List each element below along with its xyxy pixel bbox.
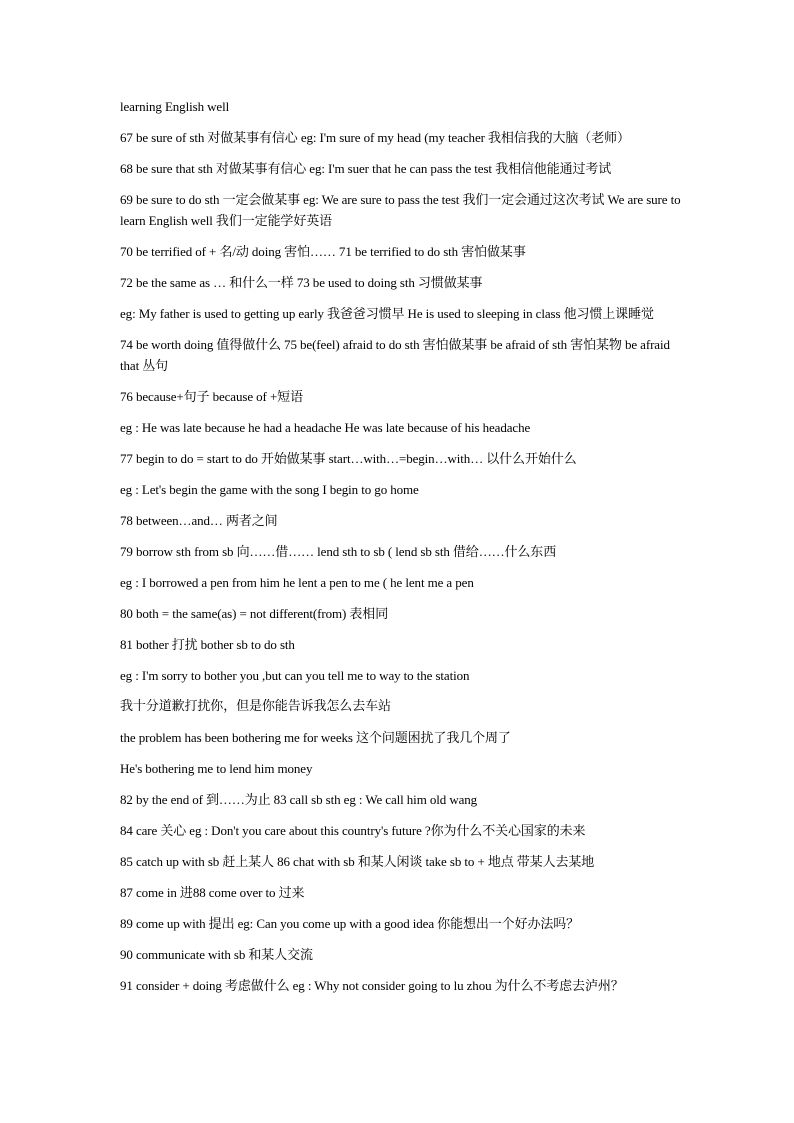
text-line: 78 between…and… 两者之间 [120, 513, 278, 528]
document-body [120, 96, 682, 1006]
text-line: 81 bother 打扰 bother sb to do sth [120, 637, 295, 652]
text-line: 70 be terrified of + 名/动 doing 害怕…… 71 be terrified to do sth 害怕做某事 [120, 244, 526, 259]
text-line: 91 consider + doing 考虑做什么 eg : Why not consider going to lu zhou 为什么不考虑去泸州？ [120, 978, 624, 993]
text-line: 84 care 关心 eg : Don't you care about this country's future ?你为什么不关心国家的未来 [120, 823, 586, 838]
text-line: He's bothering me to lend him money [120, 761, 313, 776]
text-line: eg : I borrowed a pen from him he lent a pen to me ( he lent me a pen [120, 575, 474, 590]
text-line: 82 by the end of 到……为止 83 call sb sth eg : We call him old wang [120, 792, 478, 807]
text-line: the problem has been bothering me for weeks 这个问题困扰了我几个周了 [120, 730, 511, 745]
text-line: 我十分道歉打扰你，但是你能告诉我怎么去车站 [120, 699, 391, 714]
text-line: 89 come up with 提出 eg: Can you come up with a good idea 你能想出一个好办法吗？ [120, 916, 580, 931]
text-line: 79 borrow sth from sb 向……借…… lend sth to sb ( lend sb sth 借给……什么东西 [120, 544, 557, 559]
text-line: learning English well [120, 99, 230, 114]
text-line: 69 be sure to do sth 一定会做某事 eg: We are sure to pass the test 我们一定会通过这次考试 We are sure to learn English well 我们一定能学好英语 [120, 192, 681, 228]
text-line: 76 because+句子 because of +短语 [120, 389, 303, 404]
text-line: 77 begin to do = start to do 开始做某事 start…with…=begin…with… 以什么开始什么 [120, 451, 577, 466]
text-line: 90 communicate with sb 和某人交流 [120, 947, 313, 962]
text-line: eg : He was late because he had a headache He was late because of his headache [120, 420, 531, 435]
text-line: 68 be sure that sth 对做某事有信心 eg: I'm suer that he can pass the test 我相信他能通过考试 [120, 161, 612, 176]
text-line: 87 come in 进88 come over to 过来 [120, 885, 305, 900]
text-line: 85 catch up with sb 赶上某人 86 chat with sb 和某人闲谈 take sb to + 地点 带某人去某地 [120, 854, 595, 869]
text-line: 72 be the same as … 和什么一样 73 be used to doing sth 习惯做某事 [120, 275, 483, 290]
text-line: eg : I'm sorry to bother you ,but can you tell me to way to the station [120, 668, 470, 683]
text-line: 67 be sure of sth 对做某事有信心 eg: I'm sure of my head (my teacher 我相信我的大脑（老师） [120, 130, 630, 145]
text-line: eg: My father is used to getting up early 我爸爸习惯早 He is used to sleeping in class 他习惯上课睡觉 [120, 306, 654, 321]
text-line: eg : Let's begin the game with the song I begin to go home [120, 482, 419, 497]
text-line: 74 be worth doing 值得做什么 75 be(feel) afraid to do sth 害怕做某事 be afraid of sth 害怕某物 be afraid that 丛句 [120, 337, 670, 373]
text-line: 80 both = the same(as) = not different(from) 表相同 [120, 606, 389, 621]
